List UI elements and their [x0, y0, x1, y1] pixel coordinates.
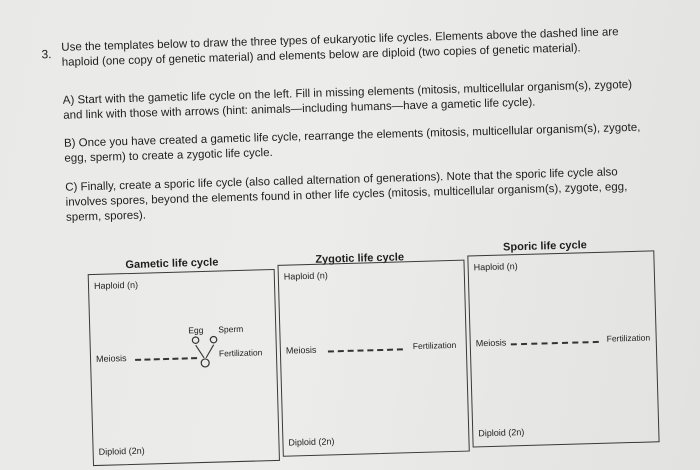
- sporic-title: Sporic life cycle: [502, 239, 588, 254]
- sperm-label: Sperm: [218, 323, 244, 335]
- zygotic-diploid-label: Diploid (2n): [288, 436, 335, 448]
- sporic-diploid-label: Diploid (2n): [478, 427, 525, 439]
- gametic-meiosis-label: Meiosis: [95, 353, 127, 364]
- zygotic-fertilization-label: Fertilization: [412, 339, 457, 352]
- question-part-b: B) Once you have created a gametic life cycle, rearrange the elements (mitosis, multicellular organism(s), zygote, egg, sperm) to create a zygotic life cycle.: [63, 121, 641, 165]
- sporic-fertilization-label: Fertilization: [606, 332, 651, 344]
- zygotic-haploid-label: Haploid (n): [283, 270, 328, 282]
- question-intro: Use the templates below to draw the three types of eukaryotic life cycles. Elements above the dashed line are haploid (one copy of genetic material) and elements below are diploid (two copies of genetic material).: [61, 26, 619, 69]
- egg-label: Egg: [188, 324, 204, 336]
- sporic-template: [467, 250, 659, 447]
- gametic-fertilization-label: Fertilization: [218, 347, 263, 359]
- gametic-haploid-label: Haploid (n): [93, 279, 139, 291]
- sporic-haploid-label: Haploid (n): [473, 261, 518, 273]
- worksheet-sheet: [18, 0, 700, 470]
- gametic-diploid-label: Diploid (2n): [98, 445, 145, 457]
- question-part-a: A) Start with the gametic life cycle on the left. Fill in missing elements (mitosis, multicellular organism(s), zygote) and link with those with arrows (hint: animals—including humans—have a gametic life cycle).: [62, 78, 633, 122]
- gametic-title: Gametic life cycle: [125, 256, 219, 272]
- sporic-meiosis-label: Meiosis: [475, 337, 507, 349]
- zygotic-dashed-line: [328, 348, 403, 352]
- sporic-dashed-line: [511, 341, 599, 345]
- zygotic-template: [277, 260, 469, 457]
- gametic-template: [88, 269, 280, 466]
- zygotic-meiosis-label: Meiosis: [285, 344, 317, 356]
- question-number: 3.: [41, 47, 52, 62]
- zygotic-title: Zygotic life cycle: [315, 251, 405, 266]
- question-part-c: C) Finally, create a sporic life cycle (also called alternation of generations). Note that the sporic life cycle also involves spores, beyond the elements found in other life cycles (mitosis, multicellular organism(s), zygote, egg, sperm, spores).: [65, 166, 628, 224]
